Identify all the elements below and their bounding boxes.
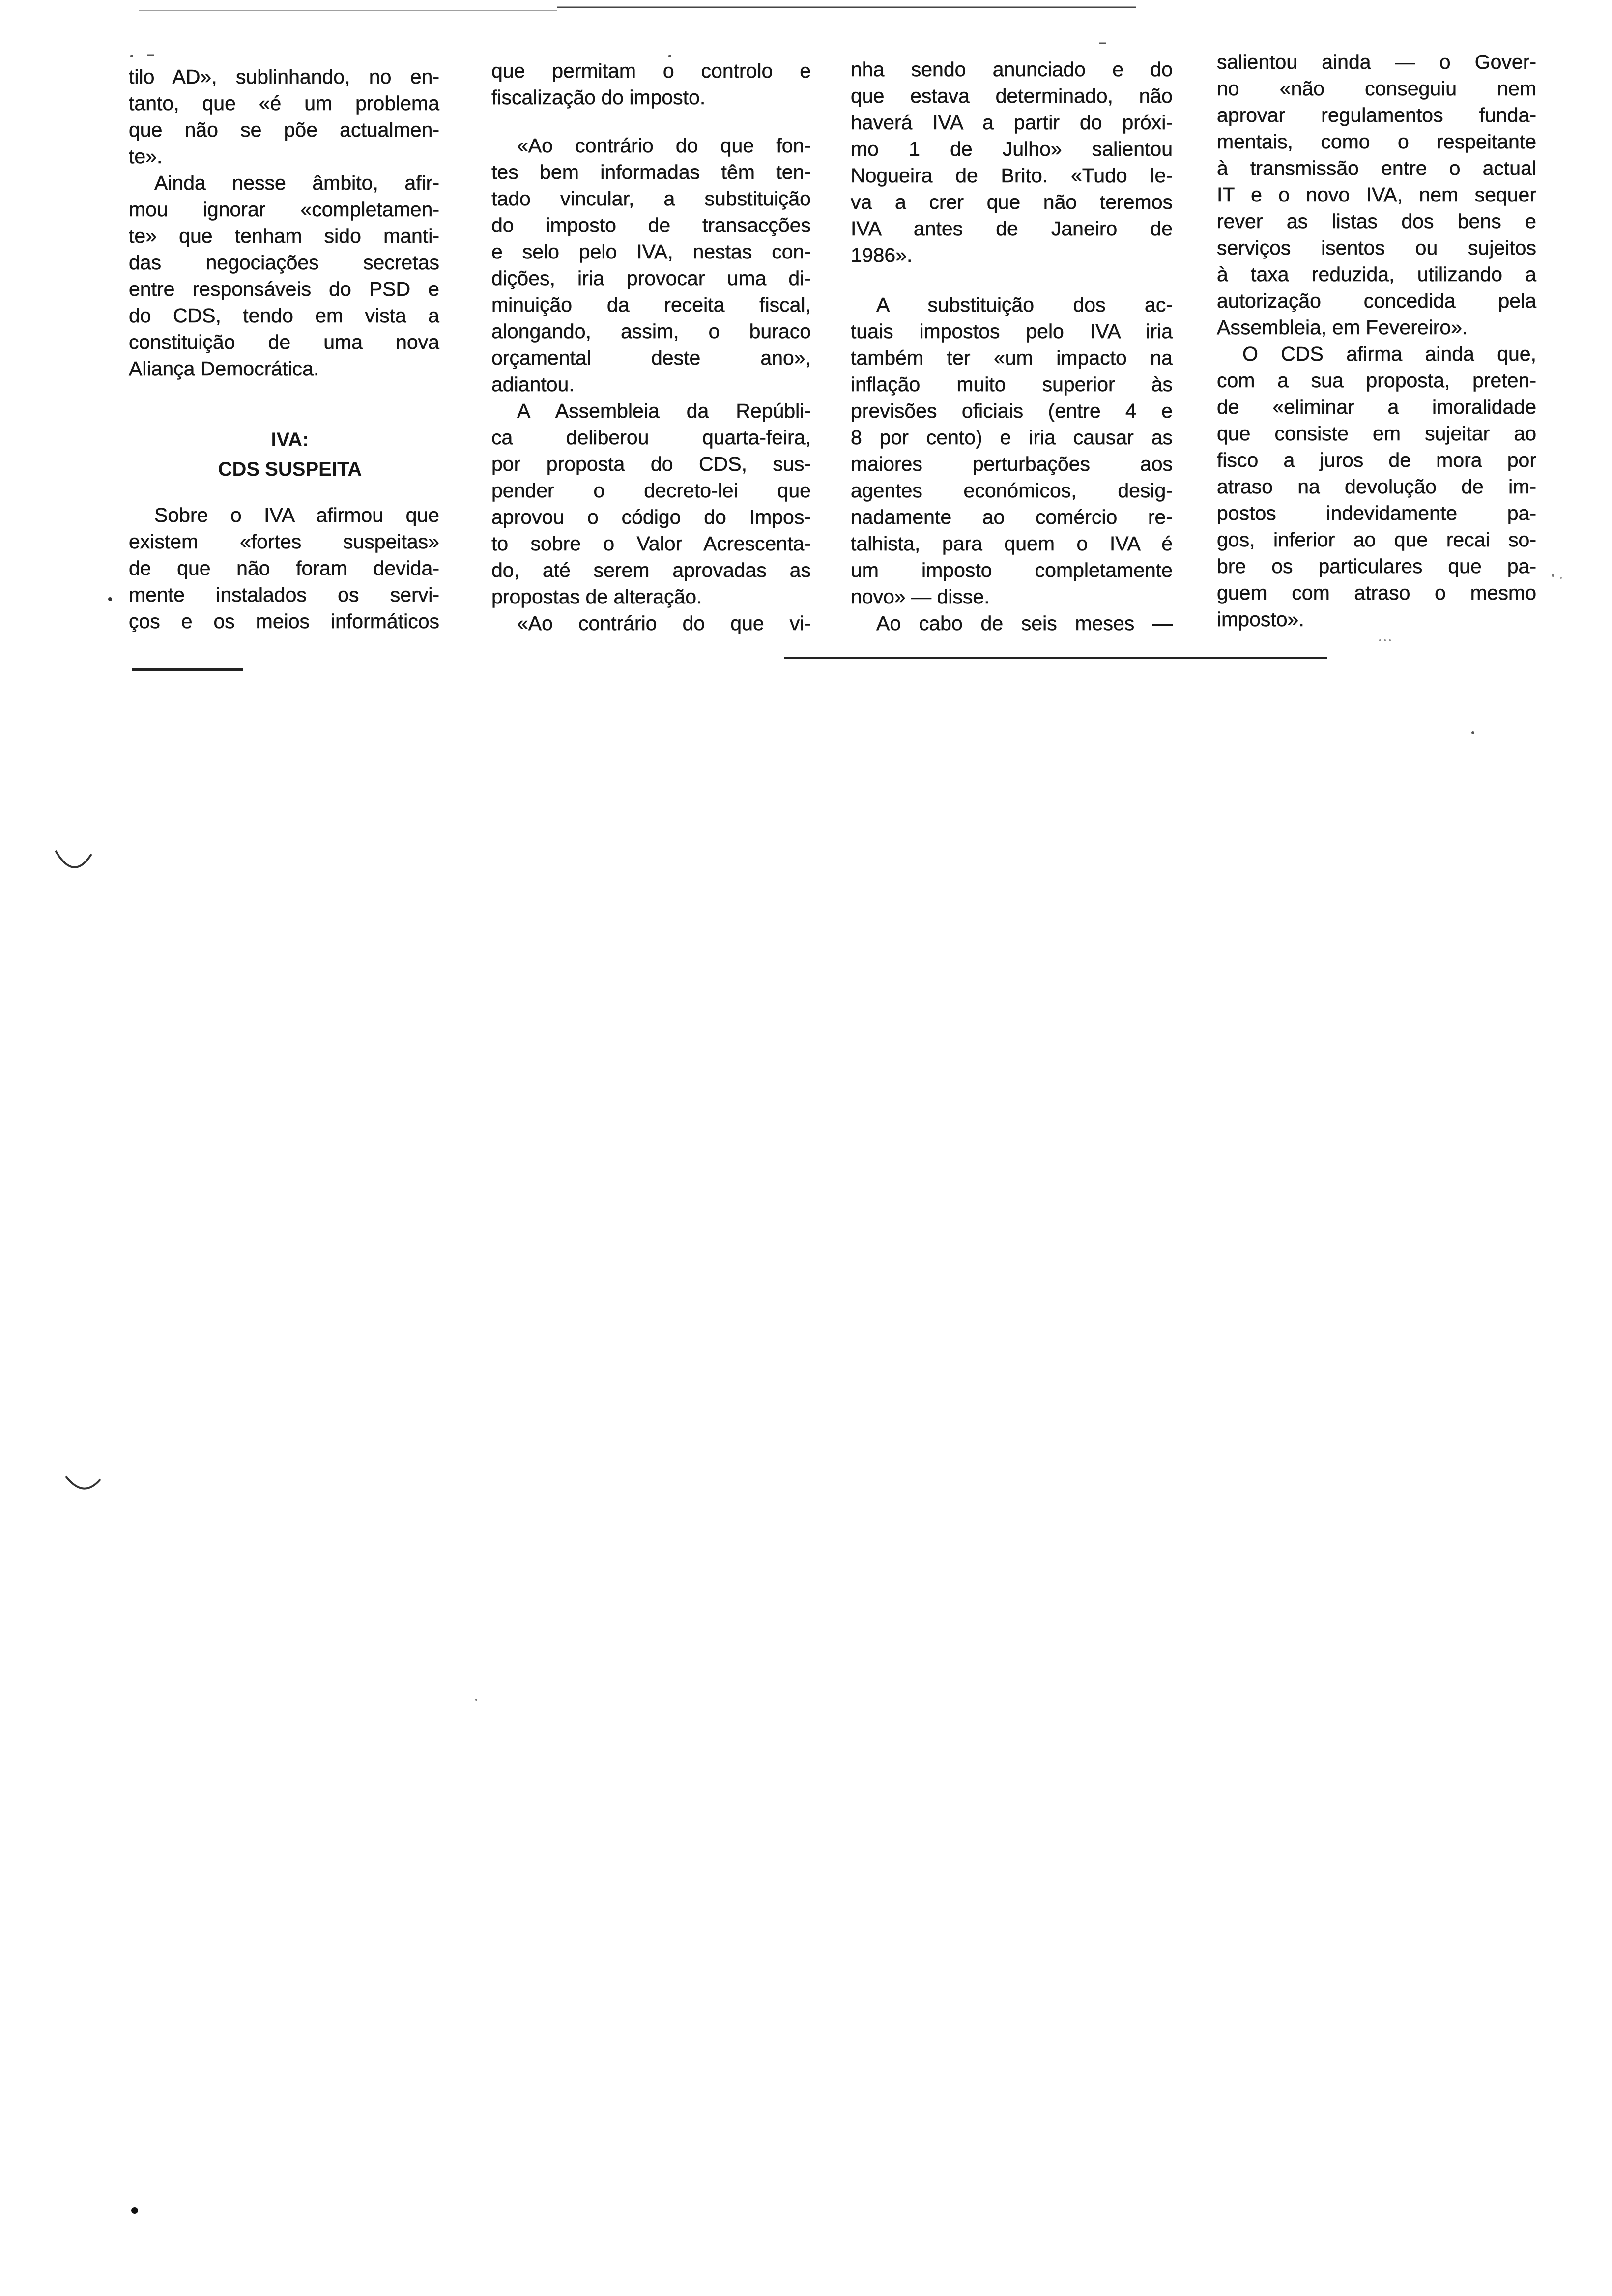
text-line: imposto». (1217, 608, 1304, 631)
text-line: de «eliminar a imoralidade (1217, 396, 1536, 418)
text-line: adiantou. (491, 373, 575, 396)
text-line: Assembleia, em Fevereiro». (1217, 316, 1468, 339)
text-line: tilo AD», sublinhando, no en- (129, 65, 439, 88)
text-line: previsões oficiais (entre 4 e (851, 400, 1173, 422)
text-line: te». (129, 145, 163, 168)
text-line: do CDS, tendo em vista a (129, 304, 439, 327)
text-line: fisco a juros de mora por (1217, 449, 1536, 471)
scan-dot (131, 2207, 138, 2214)
text-line: de que não foram devida- (129, 557, 439, 579)
text-line: «Ao contrário do que vi- (517, 612, 811, 634)
text-line: pender o decreto-lei que (491, 479, 811, 502)
scan-dot (108, 597, 112, 601)
paragraph (851, 291, 1173, 610)
text-line: do, até serem aprovadas as (491, 559, 811, 581)
text-line: Ao cabo de seis meses — (876, 612, 1173, 634)
text-line: haverá IVA a partir do próxi- (851, 111, 1173, 134)
text-line: inflação muito superior às (851, 373, 1173, 396)
text-line: existem «fortes suspeitas» (129, 530, 439, 553)
section-subheading (129, 425, 439, 484)
text-line: dições, iria provocar uma di- (491, 267, 811, 289)
paragraph (851, 610, 1173, 636)
text-line: do imposto de transacções (491, 214, 811, 236)
paragraph (129, 170, 439, 382)
text-line: constituição de uma nova (129, 331, 439, 353)
text-line: nha sendo anunciado e do (851, 58, 1173, 81)
text-line: to sobre o Valor Acrescenta- (491, 532, 811, 555)
text-line: mou ignorar «completamen- (129, 198, 439, 221)
subheading-line: IVA: (271, 429, 309, 451)
text-line: no «não conseguiu nem (1217, 77, 1536, 100)
scan-dot (1552, 574, 1554, 577)
text-line: por proposta do CDS, sus- (491, 453, 811, 475)
text-line: A Assembleia da Repúbli- (517, 400, 811, 422)
column-rule (784, 657, 1327, 659)
text-line: O CDS afirma ainda que, (1242, 343, 1536, 365)
paragraph (129, 502, 439, 634)
text-line: va a crer que não teremos (851, 191, 1173, 213)
punch-hole-arc (66, 1476, 100, 1489)
scan-dot (1379, 639, 1381, 641)
text-line: mentais, como o respeitante (1217, 130, 1536, 153)
text-line: e selo pelo IVA, nestas con- (491, 240, 811, 263)
text-line: Sobre o IVA afirmou que (154, 504, 439, 526)
text-line: que estava determinado, não (851, 85, 1173, 107)
text-line: «Ao contrário do que fon- (517, 134, 811, 157)
text-line: novo» — disse. (851, 585, 990, 608)
text-line: aprovou o código do Impos- (491, 506, 811, 528)
text-line: te» que tenham sido manti- (129, 225, 439, 247)
text-line: à taxa reduzida, utilizando a (1217, 263, 1536, 286)
scan-dot (1384, 639, 1386, 641)
text-line: agentes económicos, desig- (851, 479, 1173, 502)
text-line: guem com atraso o mesmo (1217, 581, 1536, 604)
text-line: Ainda nesse âmbito, afir- (154, 172, 439, 194)
text-line: propostas de alteração. (491, 585, 702, 608)
text-line: orçamental deste ano», (491, 346, 811, 369)
paragraph (1217, 341, 1536, 632)
text-line: atraso na devolução de im- (1217, 475, 1536, 498)
article-column-4 (1217, 49, 1536, 632)
punch-hole-arc (56, 851, 91, 867)
text-line: Aliança Democrática. (129, 357, 319, 380)
scan-dot (130, 55, 133, 57)
text-line: mente instalados os servi- (129, 583, 439, 606)
text-line: gos, inferior ao que recai so- (1217, 528, 1536, 551)
text-line: fiscalização do imposto. (491, 86, 706, 109)
text-line: que consiste em sujeitar ao (1217, 422, 1536, 445)
text-line: aprovar regulamentos funda- (1217, 104, 1536, 126)
text-line: minuição da receita fiscal, (491, 293, 811, 316)
article-column-1 (129, 63, 439, 634)
text-line: das negociações secretas (129, 251, 439, 274)
article-column-2 (491, 57, 811, 636)
text-line: tes bem informadas têm ten- (491, 161, 811, 183)
text-line: alongando, assim, o buraco (491, 320, 811, 343)
text-line: postos indevidamente pa- (1217, 502, 1536, 524)
text-line: que não se põe actualmen- (129, 118, 439, 141)
text-line: tanto, que «é um problema (129, 92, 439, 115)
paragraph (491, 610, 811, 636)
text-line: salientou ainda — o Gover- (1217, 51, 1536, 73)
text-line: um imposto completamente (851, 559, 1173, 581)
scan-dot (1560, 577, 1562, 579)
text-line: IT e o novo IVA, nem sequer (1217, 183, 1536, 206)
article-column-3 (851, 56, 1173, 636)
paragraph (491, 132, 811, 398)
text-line: tado vincular, a substituição (491, 187, 811, 210)
paragraph (851, 56, 1173, 268)
text-line: autorização concedida pela (1217, 289, 1536, 312)
scan-dot (475, 1699, 477, 1701)
text-line: Nogueira de Brito. «Tudo le- (851, 164, 1173, 187)
scan-dot (1389, 639, 1391, 641)
text-line: IVA antes de Janeiro de (851, 217, 1173, 240)
text-line: à transmissão entre o actual (1217, 157, 1536, 179)
text-line: A substituição dos ac- (876, 293, 1173, 316)
text-line: ços e os meios informáticos (129, 610, 439, 632)
text-line: 8 por cento) e iria causar as (851, 426, 1173, 449)
text-line: mo 1 de Julho» salientou (851, 138, 1173, 160)
text-line: serviços isentos ou sujeitos (1217, 236, 1536, 259)
paragraph (491, 57, 811, 111)
text-line: maiores perturbações aos (851, 453, 1173, 475)
text-line: ca deliberou quarta-feira, (491, 426, 811, 449)
text-line: entre responsáveis do PSD e (129, 278, 439, 300)
text-line: com a sua proposta, preten- (1217, 369, 1536, 392)
subheading-line: CDS SUSPEITA (218, 459, 362, 480)
paragraph (491, 398, 811, 610)
text-line: bre os particulares que pa- (1217, 555, 1536, 577)
text-line: rever as listas dos bens e (1217, 210, 1536, 232)
text-line: talhista, para quem o IVA é (851, 532, 1173, 555)
text-line: também ter «um impacto na (851, 346, 1173, 369)
scan-dot (1471, 731, 1474, 734)
paragraph (129, 63, 439, 170)
text-line: tuais impostos pelo IVA iria (851, 320, 1173, 343)
text-line: que permitam o controlo e (491, 59, 811, 82)
column-rule (132, 668, 243, 671)
text-line: nadamente ao comércio re- (851, 506, 1173, 528)
paragraph (1217, 49, 1536, 341)
text-line: 1986». (851, 244, 913, 266)
